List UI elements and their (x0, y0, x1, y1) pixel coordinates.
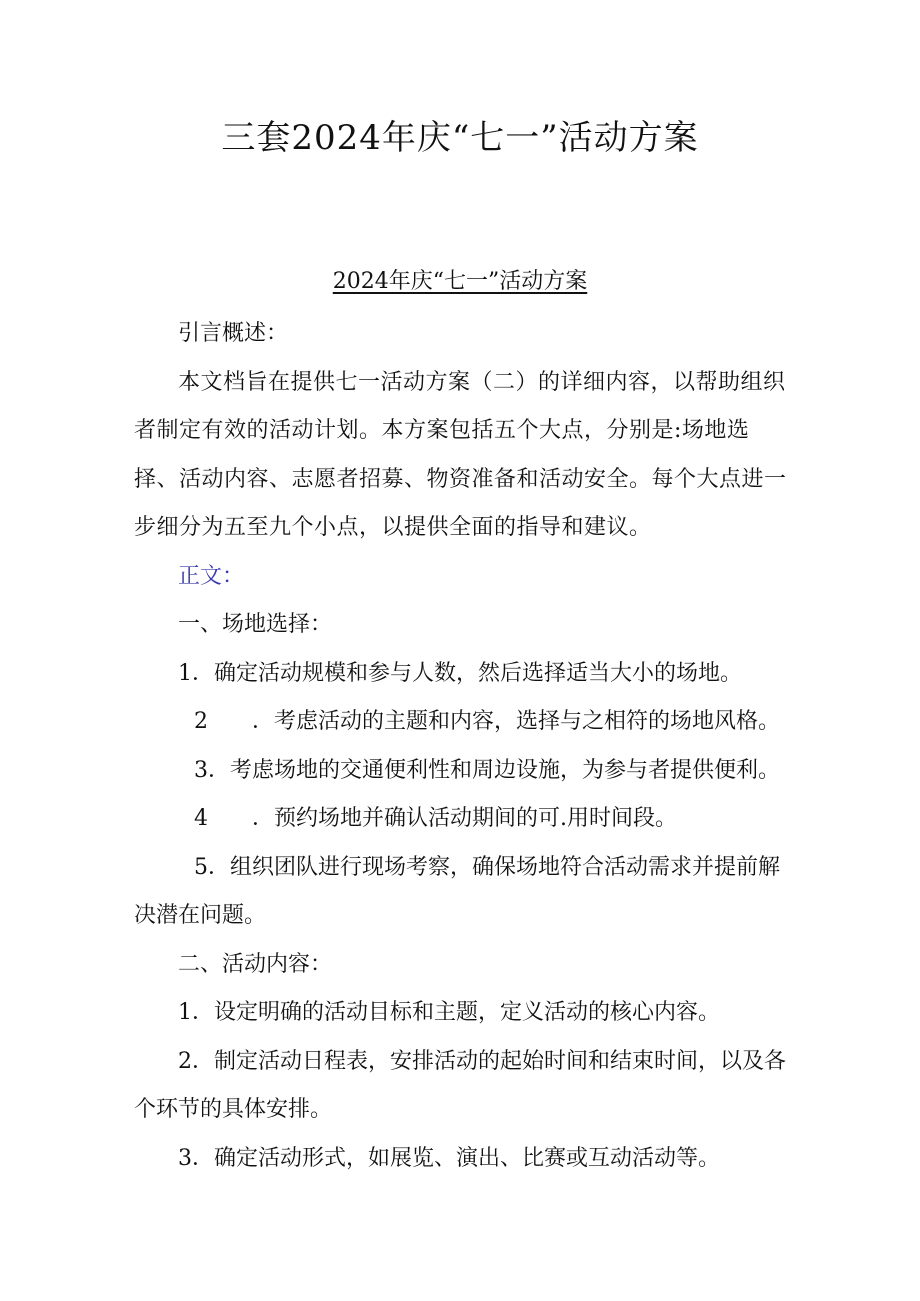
list-item: 2．制定活动日程表，安排活动的起始时间和结束时间，以及各个环节的具体安排。 (134, 1048, 786, 1122)
list-item: 4 ．预约场地并确认活动期间的可.用时间段。 (194, 806, 677, 831)
document-title: 三套2024年庆“七一”活动方案 (221, 118, 699, 158)
intro-paragraph: 本文档旨在提供七一活动方案（二）的详细内容，以帮助组织者制定有效的活动计划。本方案包括五个大点，分别是:场地选择、活动内容、志愿者招募、物资准备和活动安全。每个大点进一步细分为五至九个小点，以提供全面的指导和建议。 (134, 369, 787, 540)
section-heading: 一、场地选择： (178, 612, 333, 637)
document-body (134, 310, 794, 1183)
document-subtitle (0, 264, 920, 295)
intro-heading: 引言概述： (178, 321, 289, 346)
list-item: 2 ．考虑活动的主题和内容，选择与之相符的场地风格。 (194, 709, 780, 734)
list-item: 3．确定活动形式，如展览、演出、比赛或互动活动等。 (178, 1145, 720, 1171)
list-item: 1．设定明确的活动目标和主题，定义活动的核心内容。 (178, 1000, 720, 1025)
list-item: 5．组织团队进行现场考察，确保场地符合活动需求并提前解决潜在问题。 (134, 854, 780, 928)
document-subtitle-text: 2024年庆“七一”活动方案 (332, 269, 588, 294)
body-heading: 正文： (178, 563, 245, 589)
list-item: 1．确定活动规模和参与人数，然后选择适当大小的场地。 (178, 660, 742, 686)
section-heading: 二、活动内容： (178, 951, 333, 977)
list-item: 3．考虑场地的交通便利性和周边设施，为参与者提供便利。 (194, 757, 780, 783)
